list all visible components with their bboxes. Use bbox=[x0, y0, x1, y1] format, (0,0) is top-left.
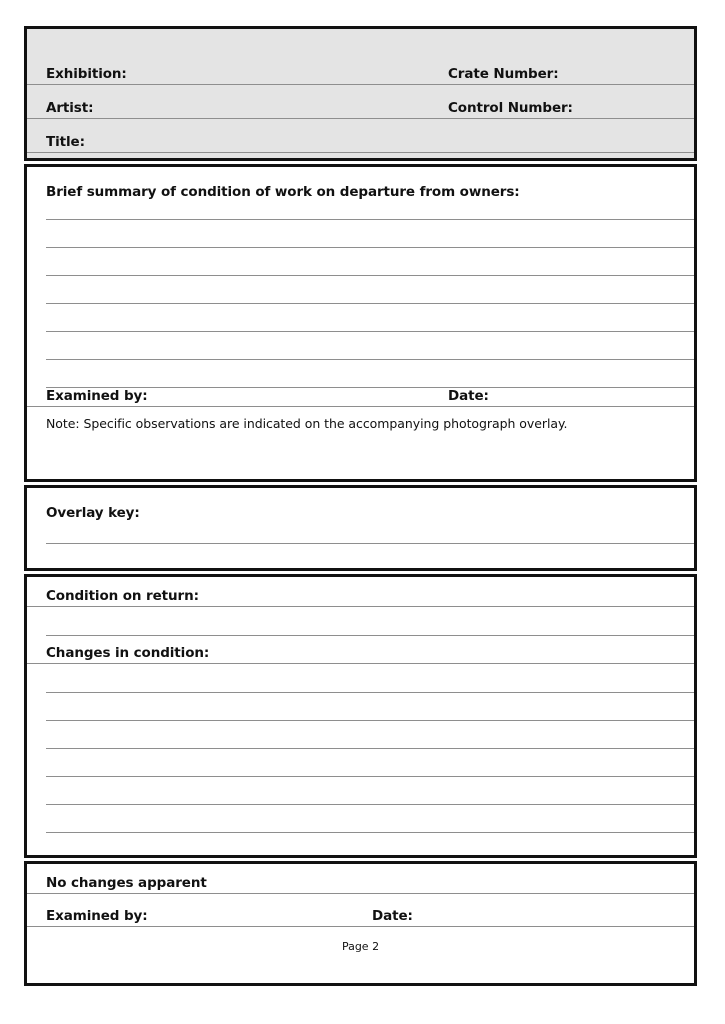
departure-examined-row bbox=[27, 373, 694, 407]
changes-write-line[interactable] bbox=[46, 776, 694, 777]
overlay-note: Note: Specific observations are indicated on the accompanying photograph overlay. bbox=[46, 416, 568, 431]
closing-examined-row bbox=[27, 893, 694, 927]
artist-row bbox=[27, 85, 694, 119]
departure-write-line[interactable] bbox=[46, 247, 694, 248]
identification-section bbox=[24, 26, 697, 161]
artist-label: Artist: bbox=[46, 100, 94, 116]
condition-report-form bbox=[24, 26, 697, 998]
condition-on-return-row bbox=[27, 573, 694, 607]
departure-condition-section bbox=[24, 164, 697, 482]
return-condition-section bbox=[24, 574, 697, 858]
overlay-key-heading: Overlay key: bbox=[46, 505, 140, 521]
departure-date-label: Date: bbox=[448, 388, 489, 404]
crate-number-label: Crate Number: bbox=[448, 66, 559, 82]
overlay-key-write-line[interactable] bbox=[46, 543, 694, 544]
title-row bbox=[27, 119, 694, 153]
departure-examined-by-label: Examined by: bbox=[46, 388, 148, 404]
changes-write-line[interactable] bbox=[46, 692, 694, 693]
no-changes-apparent-label: No changes apparent bbox=[46, 875, 207, 891]
departure-write-line[interactable] bbox=[46, 275, 694, 276]
changes-write-line[interactable] bbox=[46, 804, 694, 805]
page-number: Page 2 bbox=[341, 940, 380, 953]
changes-write-line[interactable] bbox=[46, 748, 694, 749]
changes-in-condition-row bbox=[27, 630, 694, 664]
departure-write-line[interactable] bbox=[46, 331, 694, 332]
departure-heading: Brief summary of condition of work on departure from owners: bbox=[46, 184, 520, 200]
title-label: Title: bbox=[46, 134, 85, 150]
exhibition-label: Exhibition: bbox=[46, 66, 127, 82]
condition-on-return-label: Condition on return: bbox=[46, 588, 199, 604]
overlay-key-section bbox=[24, 485, 697, 571]
closing-examined-by-label: Examined by: bbox=[46, 908, 148, 924]
changes-in-condition-label: Changes in condition: bbox=[46, 645, 210, 661]
departure-write-line[interactable] bbox=[46, 359, 694, 360]
departure-write-line[interactable] bbox=[46, 303, 694, 304]
no-changes-apparent-row[interactable] bbox=[27, 860, 694, 894]
changes-write-line[interactable] bbox=[46, 720, 694, 721]
departure-write-line[interactable] bbox=[46, 219, 694, 220]
control-number-label: Control Number: bbox=[448, 100, 573, 116]
exhibition-row bbox=[27, 51, 694, 85]
closing-date-label: Date: bbox=[372, 908, 413, 924]
changes-write-line[interactable] bbox=[46, 832, 694, 833]
closing-section bbox=[24, 861, 697, 986]
